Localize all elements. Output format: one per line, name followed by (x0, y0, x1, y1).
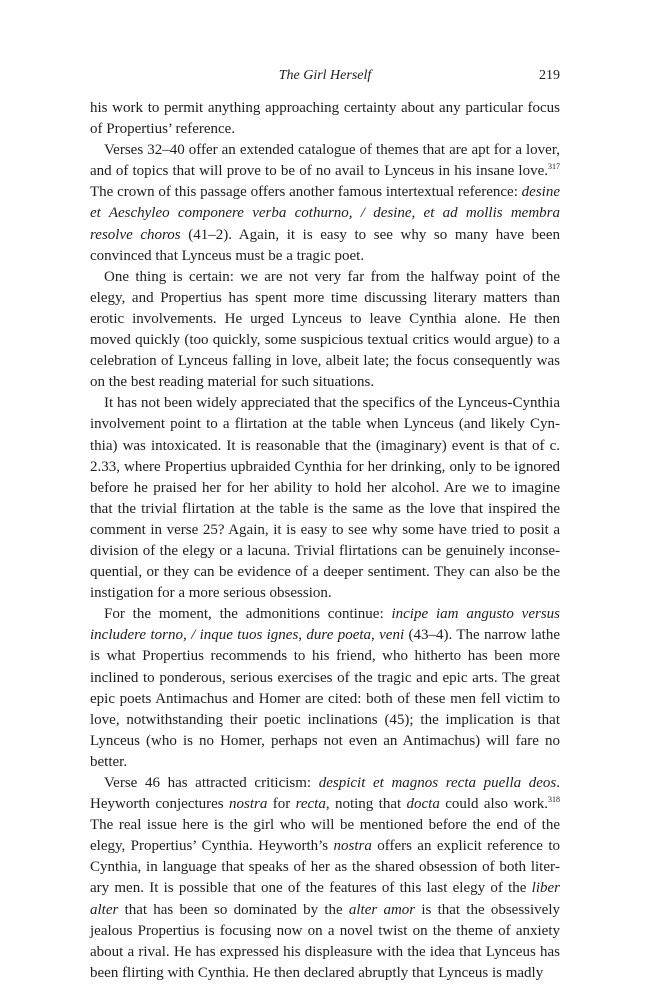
text-run: The real issue here is the girl who will be mentioned before the end of the elegy, Propertius’ Cynthia. Heyworth’s (90, 817, 560, 855)
text-run: offers an explicit reference to Cynthia, in language that speaks of her as the shared obsession of both literary men. It is possible that one of the features of this last elegy of the (90, 838, 560, 897)
text-run: , noting that (325, 796, 407, 813)
text-run: One thing is certain: we are not very far from the halfway point of the elegy, and Propertius has spent more time discussing literary matters than erotic involvements. He urged Lynceus to leave Cynthia alone. He then moved quickly (too quickly, some suspicious textual critics would argue) to a celebration of Lynceus falling in love, albeit late; the focus consequently was on the best reading material for such situations. (90, 268, 560, 391)
text-run: The crown of this passage offers another famous intertextual reference: (90, 184, 522, 201)
running-head (90, 66, 560, 86)
text-run: his work to permit anything approaching certainty about any particular focus of Propertius’ reference. (90, 100, 560, 138)
paragraph (90, 393, 560, 604)
text-run: It has not been widely appreciated that the specifics of the Lynceus-Cynthia involvement point to a flirtation at the table when Lynceus (and likely Cynthia) was intoxicated. It is reasonable that the (imaginary) event is that of c. 2.33, where Propertius upbraided Cynthia for her drinking, only to be ignored before he praised her for her ability to hold her alcohol. Are we to imagine that the trivial flirtation at the table is the same as the love that inspired the comment in verse 25? Again, it is easy to see why some have tried to posit a division of the elegy or a lacuna. Trivial flirtations can be genuinely inconsequential, or they can be evidence of a deeper sentiment. They can also be the instigation for a more serious obsession. (90, 395, 560, 602)
paragraph (90, 773, 560, 984)
latin-quotation: despicit et magnos recta puella deos (318, 775, 557, 791)
text-run: for (267, 796, 296, 813)
body-text (90, 98, 560, 984)
latin-quotation: nostra (333, 838, 372, 855)
paragraph (90, 604, 560, 773)
latin-quotation: nostra (229, 796, 268, 813)
latin-quotation: alter amor (348, 901, 416, 918)
latin-quotation: recta (295, 796, 326, 813)
text-run: could also work. (439, 796, 548, 813)
text-run: . Heyworth conjectures (90, 775, 560, 813)
text-run: For the moment, the admonitions continue: (104, 606, 392, 623)
paragraph (90, 267, 560, 394)
footnote-marker: 318 (548, 795, 560, 805)
page-number: 219 (539, 68, 560, 83)
text-run: (41–2). Again, it is easy to see why so many have been convinced that Lynceus must be a tragic poet. (90, 226, 560, 264)
latin-quotation: docta (406, 796, 440, 813)
running-title: The Girl Herself (278, 68, 372, 83)
text-run: Verse 46 has attracted criticism: (104, 775, 319, 791)
latin-quotation: incipe iam angusto versus includere torno, / inque tuos ignes, dure poeta, veni (90, 606, 560, 644)
text-run: Verses 32–40 offer an extended catalogue of themes that are apt for a lover, and of topics that will prove to be of no avail to Lynceus in his insane love. (90, 142, 560, 180)
text-run: that has been so dominated by the (118, 901, 349, 918)
latin-quotation: liber alter (90, 880, 560, 918)
paragraph (90, 98, 560, 140)
text-run: is that the obsessively jealous Propertius is focusing now on a novel twist on the theme of anxiety about a rival. He has expressed his displeasure with the idea that Lynceus has been flirting with Cynthia. He then declared abruptly that Lynceus is madly (90, 901, 560, 981)
latin-quotation: desine et Aeschyleo componere verba cothurno, / desine, et ad mollis membra resolve choros (90, 184, 560, 243)
footnote-marker: 317 (548, 162, 560, 172)
paragraph (90, 140, 560, 267)
text-run: (43–4). The narrow lathe is what Propertius recommends to his friend, who hitherto has been more inclined to ponderous, serious exercises of the tragic and epic arts. The great epic poets Antimachus and Homer are cited: both of these men fell victim to love, notwithstanding their poetic inclinations (45); the implication is that Lynceus (who is no Homer, perhaps not even an Antimachus) will fare no better. (90, 627, 560, 770)
